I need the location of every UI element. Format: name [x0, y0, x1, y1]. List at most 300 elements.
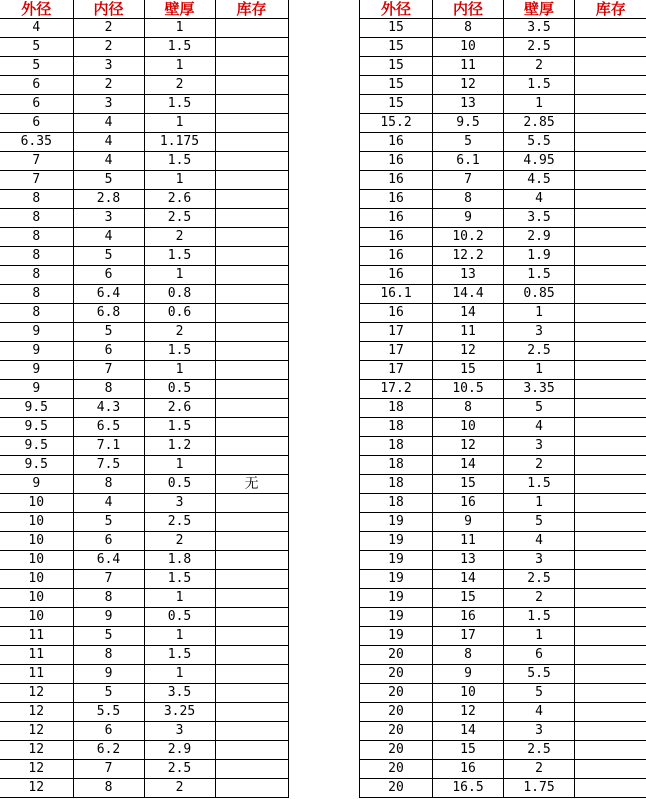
header-stock: 库存 [575, 0, 646, 19]
cell-inner-diameter: 9 [433, 513, 504, 532]
cell-outer-diameter: 17 [360, 342, 433, 361]
cell-outer-diameter: 19 [360, 513, 433, 532]
table-row [0, 152, 288, 171]
cell-outer-diameter: 8 [0, 266, 73, 285]
cell-stock [575, 342, 646, 361]
cell-stock [575, 57, 646, 76]
cell-inner-diameter: 6 [73, 266, 144, 285]
cell-stock [575, 266, 646, 285]
cell-stock [575, 304, 646, 323]
cell-outer-diameter: 16 [360, 152, 433, 171]
cell-outer-diameter: 20 [360, 665, 433, 684]
cell-stock [575, 551, 646, 570]
cell-wall-thickness: 3 [504, 323, 575, 342]
cell-stock [215, 57, 288, 76]
table-row [360, 266, 646, 285]
table-row [0, 494, 288, 513]
table-row [0, 304, 288, 323]
column-gap [288, 0, 359, 799]
cell-inner-diameter: 5 [73, 247, 144, 266]
cell-outer-diameter: 8 [0, 304, 73, 323]
cell-stock [215, 266, 288, 285]
cell-wall-thickness: 1.5 [504, 608, 575, 627]
cell-stock [575, 19, 646, 38]
table-row [0, 456, 288, 475]
table-row [360, 665, 646, 684]
cell-stock [575, 361, 646, 380]
cell-wall-thickness: 2 [504, 456, 575, 475]
cell-wall-thickness: 1.5 [144, 418, 215, 437]
cell-inner-diameter: 8 [433, 190, 504, 209]
cell-wall-thickness: 2.9 [144, 741, 215, 760]
cell-inner-diameter: 5.5 [73, 703, 144, 722]
table-row [0, 133, 288, 152]
cell-stock [215, 722, 288, 741]
cell-outer-diameter: 9.5 [0, 437, 73, 456]
cell-outer-diameter: 16 [360, 228, 433, 247]
cell-outer-diameter: 9 [0, 380, 73, 399]
table-row [0, 608, 288, 627]
header-inner-diameter: 内径 [73, 0, 144, 19]
cell-stock [215, 38, 288, 57]
cell-wall-thickness: 2 [504, 760, 575, 779]
cell-outer-diameter: 20 [360, 684, 433, 703]
cell-outer-diameter: 10 [0, 570, 73, 589]
cell-outer-diameter: 10 [0, 589, 73, 608]
table-row [0, 323, 288, 342]
table-row [0, 589, 288, 608]
table-row [360, 38, 646, 57]
table-row [360, 608, 646, 627]
table-row [360, 247, 646, 266]
table-row [0, 532, 288, 551]
cell-wall-thickness: 1.5 [504, 266, 575, 285]
cell-inner-diameter: 5 [433, 133, 504, 152]
cell-inner-diameter: 10 [433, 418, 504, 437]
cell-outer-diameter: 5 [0, 38, 73, 57]
cell-stock: 无 [215, 475, 288, 494]
cell-wall-thickness: 2 [144, 76, 215, 95]
cell-inner-diameter: 2 [73, 19, 144, 38]
header-wall-thickness: 壁厚 [144, 0, 215, 19]
cell-stock [215, 513, 288, 532]
cell-stock [215, 570, 288, 589]
cell-stock [215, 456, 288, 475]
table-row [360, 437, 646, 456]
cell-wall-thickness: 1.175 [144, 133, 215, 152]
cell-outer-diameter: 18 [360, 456, 433, 475]
cell-stock [215, 76, 288, 95]
cell-inner-diameter: 6.4 [73, 551, 144, 570]
table-row [360, 380, 646, 399]
cell-inner-diameter: 12 [433, 437, 504, 456]
cell-stock [575, 437, 646, 456]
cell-stock [575, 133, 646, 152]
cell-wall-thickness: 5 [504, 399, 575, 418]
table-row [360, 190, 646, 209]
cell-stock [575, 114, 646, 133]
cell-inner-diameter: 4 [73, 494, 144, 513]
table-row [360, 475, 646, 494]
cell-outer-diameter: 9.5 [0, 456, 73, 475]
cell-inner-diameter: 3 [73, 57, 144, 76]
cell-wall-thickness: 2.9 [504, 228, 575, 247]
cell-outer-diameter: 20 [360, 741, 433, 760]
cell-wall-thickness: 1.75 [504, 779, 575, 798]
table-row [0, 760, 288, 779]
cell-stock [215, 114, 288, 133]
cell-inner-diameter: 16 [433, 608, 504, 627]
cell-wall-thickness: 2.5 [504, 38, 575, 57]
cell-stock [215, 285, 288, 304]
cell-wall-thickness: 0.6 [144, 304, 215, 323]
cell-inner-diameter: 12 [433, 342, 504, 361]
cell-stock [215, 646, 288, 665]
table-row [360, 304, 646, 323]
cell-wall-thickness: 0.5 [144, 608, 215, 627]
cell-wall-thickness: 1 [144, 361, 215, 380]
cell-inner-diameter: 6.8 [73, 304, 144, 323]
table-row [360, 779, 646, 798]
cell-stock [215, 608, 288, 627]
table-row [0, 627, 288, 646]
cell-inner-diameter: 12 [433, 703, 504, 722]
cell-wall-thickness: 1.2 [144, 437, 215, 456]
cell-outer-diameter: 11 [0, 646, 73, 665]
cell-wall-thickness: 1 [504, 627, 575, 646]
cell-outer-diameter: 12 [0, 703, 73, 722]
table-row [0, 285, 288, 304]
cell-outer-diameter: 11 [0, 627, 73, 646]
cell-stock [575, 285, 646, 304]
cell-wall-thickness: 0.85 [504, 285, 575, 304]
cell-wall-thickness: 1 [144, 589, 215, 608]
cell-outer-diameter: 6 [0, 76, 73, 95]
cell-outer-diameter: 8 [0, 247, 73, 266]
cell-wall-thickness: 0.5 [144, 475, 215, 494]
cell-stock [215, 532, 288, 551]
table-row [360, 551, 646, 570]
cell-wall-thickness: 6 [504, 646, 575, 665]
cell-inner-diameter: 8 [433, 399, 504, 418]
cell-stock [215, 247, 288, 266]
cell-stock [215, 494, 288, 513]
table-row [0, 266, 288, 285]
cell-outer-diameter: 17.2 [360, 380, 433, 399]
cell-stock [215, 418, 288, 437]
cell-outer-diameter: 19 [360, 608, 433, 627]
cell-stock [575, 532, 646, 551]
cell-inner-diameter: 5 [73, 684, 144, 703]
cell-wall-thickness: 2.5 [144, 513, 215, 532]
cell-inner-diameter: 10 [433, 684, 504, 703]
cell-outer-diameter: 9 [0, 342, 73, 361]
cell-inner-diameter: 12.2 [433, 247, 504, 266]
cell-inner-diameter: 9 [73, 608, 144, 627]
cell-stock [215, 703, 288, 722]
cell-inner-diameter: 2 [73, 38, 144, 57]
cell-stock [575, 418, 646, 437]
cell-outer-diameter: 17 [360, 323, 433, 342]
cell-stock [575, 190, 646, 209]
cell-wall-thickness: 2 [144, 323, 215, 342]
cell-inner-diameter: 14.4 [433, 285, 504, 304]
cell-outer-diameter: 15 [360, 57, 433, 76]
cell-stock [215, 741, 288, 760]
cell-outer-diameter: 19 [360, 627, 433, 646]
cell-inner-diameter: 6.5 [73, 418, 144, 437]
table-row [0, 361, 288, 380]
cell-wall-thickness: 3 [504, 551, 575, 570]
cell-wall-thickness: 1.8 [144, 551, 215, 570]
table-row [0, 171, 288, 190]
cell-inner-diameter: 11 [433, 532, 504, 551]
table-row [0, 95, 288, 114]
cell-stock [575, 513, 646, 532]
cell-outer-diameter: 16 [360, 171, 433, 190]
cell-outer-diameter: 6.35 [0, 133, 73, 152]
cell-stock [215, 209, 288, 228]
cell-inner-diameter: 14 [433, 722, 504, 741]
cell-stock [575, 646, 646, 665]
cell-outer-diameter: 18 [360, 475, 433, 494]
cell-outer-diameter: 19 [360, 532, 433, 551]
header-row [0, 0, 288, 19]
header-inner-diameter: 内径 [433, 0, 504, 19]
table-row [360, 361, 646, 380]
cell-wall-thickness: 4.95 [504, 152, 575, 171]
table-row [360, 418, 646, 437]
cell-stock [215, 361, 288, 380]
cell-inner-diameter: 15 [433, 361, 504, 380]
table-row [0, 342, 288, 361]
table-row [0, 76, 288, 95]
table-row [0, 570, 288, 589]
table-row [0, 247, 288, 266]
cell-outer-diameter: 16 [360, 304, 433, 323]
cell-inner-diameter: 8 [73, 380, 144, 399]
cell-stock [215, 95, 288, 114]
cell-inner-diameter: 10.2 [433, 228, 504, 247]
cell-inner-diameter: 16 [433, 494, 504, 513]
cell-wall-thickness: 2.5 [504, 570, 575, 589]
table-row [360, 513, 646, 532]
cell-outer-diameter: 8 [0, 190, 73, 209]
cell-inner-diameter: 13 [433, 266, 504, 285]
cell-inner-diameter: 15 [433, 475, 504, 494]
cell-inner-diameter: 8 [73, 475, 144, 494]
table-row [0, 399, 288, 418]
cell-wall-thickness: 3.5 [504, 209, 575, 228]
cell-stock [575, 152, 646, 171]
table-row [0, 703, 288, 722]
table-row [0, 19, 288, 38]
cell-wall-thickness: 2.5 [504, 741, 575, 760]
cell-inner-diameter: 16.5 [433, 779, 504, 798]
cell-stock [215, 551, 288, 570]
cell-stock [575, 722, 646, 741]
cell-wall-thickness: 2 [144, 532, 215, 551]
cell-wall-thickness: 1.9 [504, 247, 575, 266]
cell-wall-thickness: 1 [144, 171, 215, 190]
table-row [360, 285, 646, 304]
cell-inner-diameter: 9.5 [433, 114, 504, 133]
cell-wall-thickness: 3.5 [144, 684, 215, 703]
cell-wall-thickness: 3 [504, 437, 575, 456]
table-row [360, 589, 646, 608]
cell-wall-thickness: 1 [144, 665, 215, 684]
cell-inner-diameter: 5 [73, 323, 144, 342]
cell-stock [575, 247, 646, 266]
cell-inner-diameter: 14 [433, 304, 504, 323]
cell-wall-thickness: 3.5 [504, 19, 575, 38]
cell-outer-diameter: 19 [360, 589, 433, 608]
cell-inner-diameter: 14 [433, 456, 504, 475]
cell-wall-thickness: 3 [504, 722, 575, 741]
cell-outer-diameter: 9.5 [0, 399, 73, 418]
left-size-table [0, 0, 289, 798]
cell-outer-diameter: 16 [360, 209, 433, 228]
cell-stock [575, 399, 646, 418]
cell-stock [215, 323, 288, 342]
table-row [360, 76, 646, 95]
cell-stock [215, 190, 288, 209]
cell-inner-diameter: 8 [73, 589, 144, 608]
cell-inner-diameter: 4 [73, 114, 144, 133]
cell-stock [215, 304, 288, 323]
table-row [0, 513, 288, 532]
cell-wall-thickness: 1.5 [144, 38, 215, 57]
table-row [0, 437, 288, 456]
cell-wall-thickness: 2.6 [144, 399, 215, 418]
cell-wall-thickness: 5.5 [504, 133, 575, 152]
cell-inner-diameter: 9 [433, 209, 504, 228]
table-row [0, 475, 288, 494]
cell-inner-diameter: 7.5 [73, 456, 144, 475]
cell-outer-diameter: 9 [0, 323, 73, 342]
cell-stock [215, 171, 288, 190]
cell-wall-thickness: 1.5 [144, 342, 215, 361]
table-row [360, 399, 646, 418]
cell-outer-diameter: 11 [0, 665, 73, 684]
cell-outer-diameter: 8 [0, 285, 73, 304]
cell-outer-diameter: 17 [360, 361, 433, 380]
cell-stock [215, 152, 288, 171]
cell-outer-diameter: 6 [0, 95, 73, 114]
cell-outer-diameter: 12 [0, 779, 73, 798]
cell-outer-diameter: 16 [360, 133, 433, 152]
header-outer-diameter: 外径 [0, 0, 73, 19]
cell-wall-thickness: 1 [144, 19, 215, 38]
table-row [0, 779, 288, 798]
table-row [0, 684, 288, 703]
cell-wall-thickness: 1.5 [144, 646, 215, 665]
cell-wall-thickness: 3.35 [504, 380, 575, 399]
cell-outer-diameter: 20 [360, 703, 433, 722]
cell-outer-diameter: 9 [0, 361, 73, 380]
table-row [360, 323, 646, 342]
cell-inner-diameter: 6 [73, 342, 144, 361]
cell-outer-diameter: 12 [0, 684, 73, 703]
table-row [360, 646, 646, 665]
header-wall-thickness: 壁厚 [504, 0, 575, 19]
cell-inner-diameter: 2 [73, 76, 144, 95]
cell-wall-thickness: 5 [504, 513, 575, 532]
cell-inner-diameter: 12 [433, 76, 504, 95]
cell-inner-diameter: 4 [73, 228, 144, 247]
cell-stock [575, 589, 646, 608]
cell-wall-thickness: 1 [144, 627, 215, 646]
cell-wall-thickness: 1 [504, 361, 575, 380]
cell-stock [215, 684, 288, 703]
cell-stock [575, 209, 646, 228]
cell-outer-diameter: 8 [0, 228, 73, 247]
table-row [0, 741, 288, 760]
cell-outer-diameter: 10 [0, 608, 73, 627]
cell-wall-thickness: 4 [504, 703, 575, 722]
table-row [0, 722, 288, 741]
cell-wall-thickness: 4 [504, 418, 575, 437]
cell-stock [575, 456, 646, 475]
cell-stock [575, 95, 646, 114]
cell-wall-thickness: 1.5 [144, 247, 215, 266]
cell-wall-thickness: 2 [504, 589, 575, 608]
cell-outer-diameter: 18 [360, 437, 433, 456]
table-row [360, 114, 646, 133]
cell-outer-diameter: 8 [0, 209, 73, 228]
cell-wall-thickness: 2.6 [144, 190, 215, 209]
cell-inner-diameter: 6 [73, 532, 144, 551]
cell-wall-thickness: 4 [504, 190, 575, 209]
table-row [0, 228, 288, 247]
table-row [0, 190, 288, 209]
cell-inner-diameter: 2.8 [73, 190, 144, 209]
cell-outer-diameter: 15 [360, 19, 433, 38]
cell-wall-thickness: 1 [504, 304, 575, 323]
table-row [360, 19, 646, 38]
cell-outer-diameter: 19 [360, 551, 433, 570]
cell-inner-diameter: 13 [433, 95, 504, 114]
cell-stock [575, 665, 646, 684]
cell-inner-diameter: 7.1 [73, 437, 144, 456]
cell-outer-diameter: 10 [0, 513, 73, 532]
cell-inner-diameter: 6.4 [73, 285, 144, 304]
cell-stock [215, 665, 288, 684]
cell-stock [575, 760, 646, 779]
table-row [360, 57, 646, 76]
table-row [0, 380, 288, 399]
cell-outer-diameter: 9 [0, 475, 73, 494]
table-row [360, 152, 646, 171]
cell-wall-thickness: 1.5 [144, 95, 215, 114]
cell-inner-diameter: 7 [433, 171, 504, 190]
cell-inner-diameter: 14 [433, 570, 504, 589]
cell-inner-diameter: 7 [73, 570, 144, 589]
cell-outer-diameter: 16 [360, 190, 433, 209]
cell-outer-diameter: 18 [360, 494, 433, 513]
cell-wall-thickness: 0.8 [144, 285, 215, 304]
cell-inner-diameter: 11 [433, 323, 504, 342]
cell-wall-thickness: 2.85 [504, 114, 575, 133]
cell-wall-thickness: 1 [144, 57, 215, 76]
cell-stock [215, 380, 288, 399]
cell-outer-diameter: 5 [0, 57, 73, 76]
cell-stock [215, 437, 288, 456]
cell-wall-thickness: 2 [504, 57, 575, 76]
cell-outer-diameter: 20 [360, 646, 433, 665]
cell-inner-diameter: 7 [73, 760, 144, 779]
header-row [360, 0, 646, 19]
